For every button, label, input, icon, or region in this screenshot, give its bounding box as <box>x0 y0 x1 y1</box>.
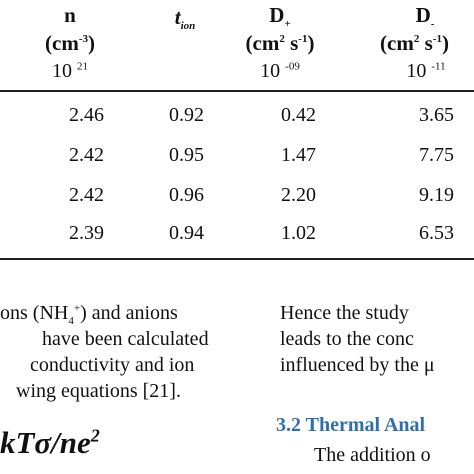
header-dminus: $D_-$ <box>415 3 435 31</box>
header-dminus-unit: ($cm^2$ $s^{-1}$) <box>380 31 449 55</box>
right-line-2: leads to the conc <box>280 328 414 350</box>
header-rule <box>0 90 474 92</box>
cell-tion: 0.95 <box>169 144 204 166</box>
cell-dminus: 9.19 <box>419 184 454 206</box>
cell-tion: 0.94 <box>169 222 204 244</box>
cell-dplus: 1.47 <box>281 144 316 166</box>
cell-n: 2.39 <box>69 222 104 244</box>
header-dplus-scale: 10 $^{-09}$ <box>260 60 300 82</box>
cell-n: 2.42 <box>69 184 104 206</box>
left-line-2: have been calculated <box>42 328 209 350</box>
table-bottom-rule <box>0 258 474 260</box>
cell-dminus: 7.75 <box>419 144 454 166</box>
left-line-1: ons $(NH_4^+)$ and anions <box>0 302 178 327</box>
cell-n: 2.42 <box>69 144 104 166</box>
left-line-4: wing equations [21]. <box>16 380 181 402</box>
cell-tion: 0.92 <box>169 104 204 126</box>
header-dplus: $D_+$ <box>269 3 291 31</box>
right-line-1: Hence the study <box>280 302 409 324</box>
section-heading: 3.2 Thermal Anal <box>276 414 426 436</box>
table-row <box>0 144 474 168</box>
header-n-scale: 10 $^{21}$ <box>52 60 88 82</box>
header-n <box>30 4 110 26</box>
right-line-3: influenced by the μ <box>280 354 435 376</box>
cell-dplus: 0.42 <box>281 104 316 126</box>
header-dminus-scale: 10 $^{-11}$ <box>406 60 446 82</box>
right-line-4: The addition o <box>314 444 431 466</box>
cell-dminus: 6.53 <box>419 222 454 244</box>
table-row <box>0 184 474 208</box>
cell-tion: 0.96 <box>169 184 204 206</box>
header-n-unit: $(cm^{-3})$ <box>45 31 95 55</box>
cell-dplus: 1.02 <box>281 222 316 244</box>
table-row <box>0 104 474 128</box>
header-tion: $t_{ion}$ <box>174 5 196 33</box>
cell-n: 2.46 <box>69 104 104 126</box>
cell-dplus: 2.20 <box>281 184 316 206</box>
header-n-symbol: n <box>64 3 76 27</box>
header-dplus-unit: ($cm^2$ $s^{-1}$) <box>245 31 315 55</box>
table-row <box>0 222 474 246</box>
equation: kTσ/$ne^2$ <box>0 425 100 460</box>
left-line-3: conductivity and ion <box>30 354 195 376</box>
cell-dminus: 3.65 <box>419 104 454 126</box>
